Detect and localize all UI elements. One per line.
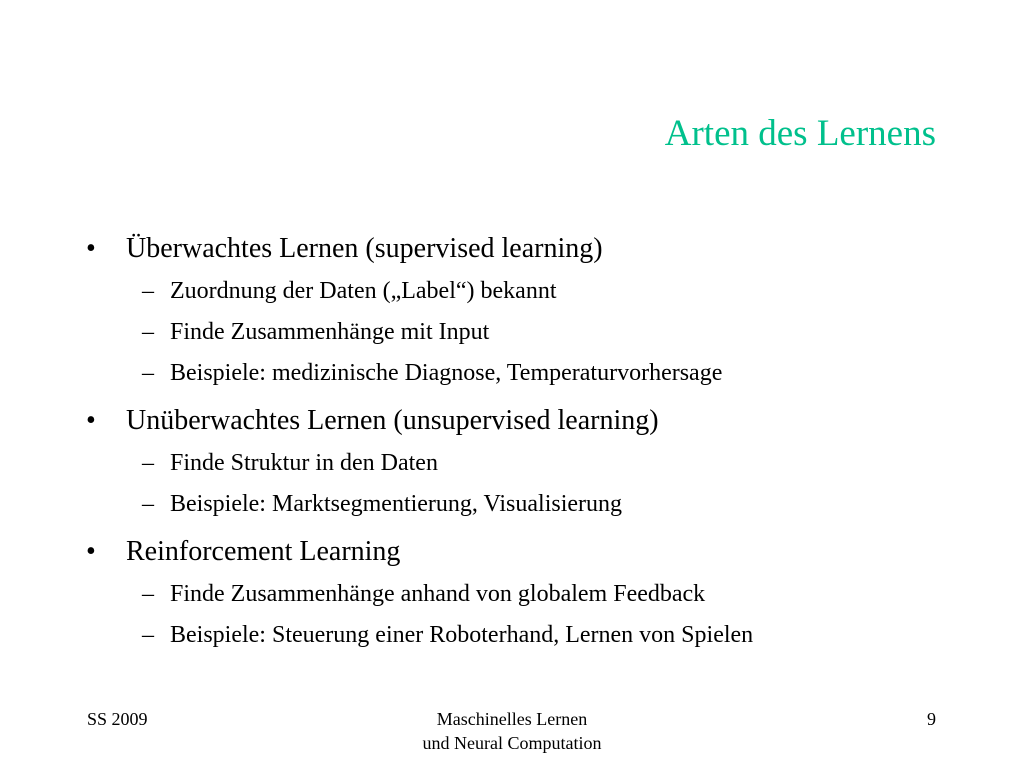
sub-item-text: Zuordnung der Daten („Label“) bekannt: [170, 278, 557, 304]
sub-item: [86, 574, 986, 615]
sub-item: [86, 443, 986, 484]
footer-course-title: [412, 707, 612, 755]
sub-item-text: Beispiele: Marktsegmentierung, Visualisierung: [170, 491, 623, 517]
footer-course-line2: und Neural Computation: [422, 733, 602, 753]
footer-course-line1: Maschinelles Lernen: [436, 709, 588, 729]
bullet-item: [86, 227, 986, 271]
dash-marker: –: [142, 278, 154, 304]
sub-item-text: Finde Zusammenhänge anhand von globalem Feedback: [170, 581, 706, 607]
dash-marker: –: [142, 581, 154, 607]
sub-list: [86, 271, 986, 394]
sub-list: [86, 443, 986, 525]
bullet-text: Reinforcement Learning: [126, 536, 401, 567]
dash-marker: –: [142, 450, 154, 476]
dash-marker: –: [142, 622, 154, 648]
slide-title: Arten des Lernens: [664, 113, 936, 154]
page-number: 9: [927, 709, 936, 729]
bullet-item: [86, 530, 986, 574]
bullet-list: [86, 227, 986, 661]
sub-item: [86, 615, 986, 656]
sub-list: [86, 574, 986, 656]
sub-item: [86, 271, 986, 312]
sub-item: [86, 484, 986, 525]
sub-item-text: Beispiele: Steuerung einer Roboterhand, Lernen von Spielen: [170, 622, 754, 648]
sub-item: [86, 312, 986, 353]
bullet-text: Unüberwachtes Lernen (unsupervised learning): [126, 405, 659, 436]
dash-marker: –: [142, 360, 154, 386]
bullet-text: Überwachtes Lernen (supervised learning): [126, 233, 603, 264]
sub-item: [86, 353, 986, 394]
bullet-marker: •: [86, 536, 96, 567]
footer-semester: SS 2009: [87, 709, 148, 729]
bullet-item: [86, 399, 986, 443]
sub-item-text: Finde Struktur in den Daten: [170, 450, 438, 476]
sub-item-text: Finde Zusammenhänge mit Input: [170, 319, 490, 345]
bullet-marker: •: [86, 233, 96, 264]
sub-item-text: Beispiele: medizinische Diagnose, Temperaturvorhersage: [170, 360, 723, 386]
bullet-marker: •: [86, 405, 96, 436]
dash-marker: –: [142, 491, 154, 517]
dash-marker: –: [142, 319, 154, 345]
